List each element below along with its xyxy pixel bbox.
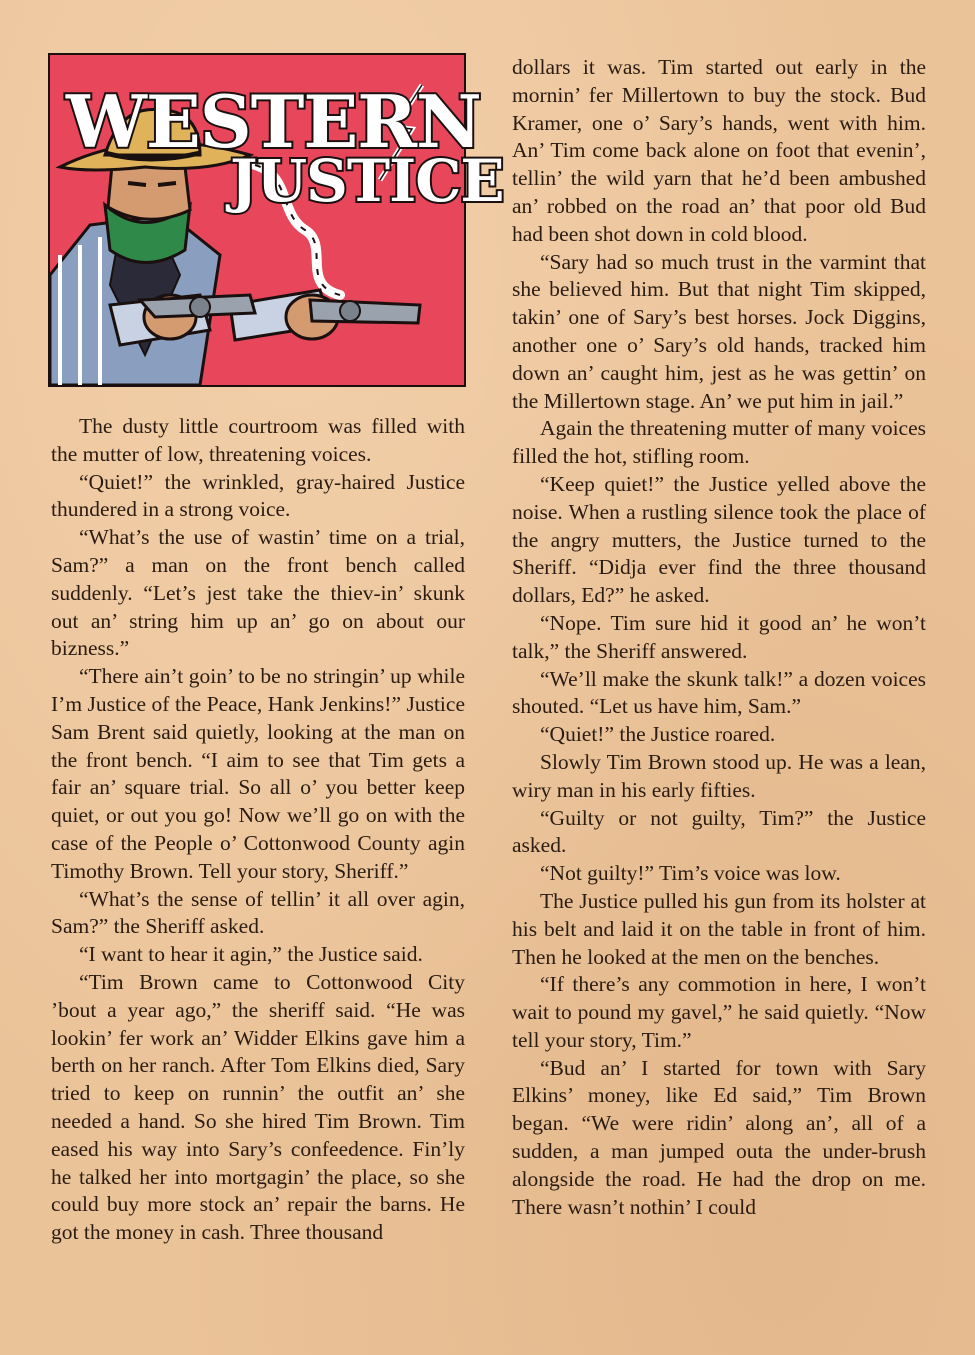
paragraph: The Justice pulled his gun from its holster at his belt and laid it on the table in front of him. Then he looked at the men on the benches. [512, 888, 926, 969]
paragraph: “Not guilty!” Tim’s voice was low. [540, 861, 841, 886]
paragraph: “I want to hear it agin,” the Justice said. [79, 942, 423, 967]
left-column [51, 413, 465, 1247]
paragraph: “Tim Brown came to Cottonwood City ’bout a year ago,” the sheriff said. “He was lookin’ fer work an’ Widder Elkins gave him a berth on her ranch. After Tom Elkins died, Sary tried to keep on runnin’ the outfit an’ she needed a hand. So she hired Tim Brown. Tim eased his way into Sary’s confeedence. Fin’ly he talked her into mortgagin’ the place, so she could buy more stock an’ repair the barns. He got the money in cash. Three thousand [51, 969, 465, 1245]
paragraph: “We’ll make the skunk talk!” a dozen voices shouted. “Let us have him, Sam.” [512, 666, 926, 719]
title-line-2: JUSTICE [230, 147, 504, 215]
paragraph-continued: dollars it was. Tim started out early in the mornin’ fer Millertown to buy the stock. Bud Kramer, one o’ Sary’s hands, went with him. An’ Tim come back alone on foot that evenin’, tellin’ the wild yarn that he’d been ambushed an’ robbed on the road an’ that poor old Bud had been shot down in cold blood. [512, 55, 926, 246]
paragraph: The dusty little courtroom was filled with the mutter of low, threatening voices. [51, 414, 465, 466]
paragraph: “What’s the sense of tellin’ it all over agin, Sam?” the Sheriff asked. [51, 886, 465, 939]
paragraph: “There ain’t goin’ to be no stringin’ up while I’m Justice of the Peace, Hank Jenkins!” Justice Sam Brent said quietly, looking at the man on the front bench. “I aim to see that Tim gets a fair an’ square trial. So all o’ you better keep quiet, or out you go! Now we’ll go on with the case of the People o’ Cottonwood County agin Timothy Brown. Tell your story, Sheriff.” [51, 664, 465, 883]
paragraph: “Nope. Tim sure hid it good an’ he won’t talk,” the Sheriff answered. [512, 610, 926, 663]
paragraph: “Keep quiet!” the Justice yelled above the noise. When a rustling silence took the place of the angry mutters, the Justice turned to the Sheriff. “Didja ever find the three thousand dollars, Ed?” he asked. [512, 471, 926, 608]
right-column [512, 54, 926, 1221]
title-line-1: WESTERN [66, 79, 481, 164]
paragraph: “Sary had so much trust in the varmint that she believed him. But that night Tim skipped, takin’ one of Sary’s best horses. Jock Diggins, another one o’ Sary’s old hands, tracked him down an’ caught him, jest as he was gettin’ on the Millertown stage. An’ we put him in jail.” [512, 249, 926, 413]
paragraph: “Bud an’ I started for town with Sary Elkins’ money, like Ed said,” Tim Brown began. “We were ridin’ along an’, all of a sudden, a man jumped outa the under-brush alongside the road. He had the drop on me. There wasn’t nothin’ I could [512, 1055, 926, 1219]
gunslinger-illustration [50, 55, 504, 385]
paragraph: “What’s the use of wastin’ time on a trial, Sam?” a man on the front bench called suddenly. “Let’s jest take the thiev-in’ skunk out an’ string him up an’ go on about our bizness.” [51, 525, 465, 661]
paragraph: “If there’s any commotion in here, I won’t wait to pound my gavel,” he said quietly. “Now tell your story, Tim.” [512, 972, 926, 1052]
paragraph: “Quiet!” the wrinkled, gray-haired Justice thundered in a strong voice. [51, 469, 465, 522]
paragraph: “Guilty or not guilty, Tim?” the Justice asked. [512, 805, 926, 858]
paragraph: Again the threatening mutter of many voices filled the hot, stifling room. [512, 416, 926, 469]
title-panel [48, 53, 504, 387]
paragraph: Slowly Tim Brown stood up. He was a lean, wiry man in his early fifties. [512, 749, 926, 802]
paragraph: “Quiet!” the Justice roared. [540, 722, 776, 747]
